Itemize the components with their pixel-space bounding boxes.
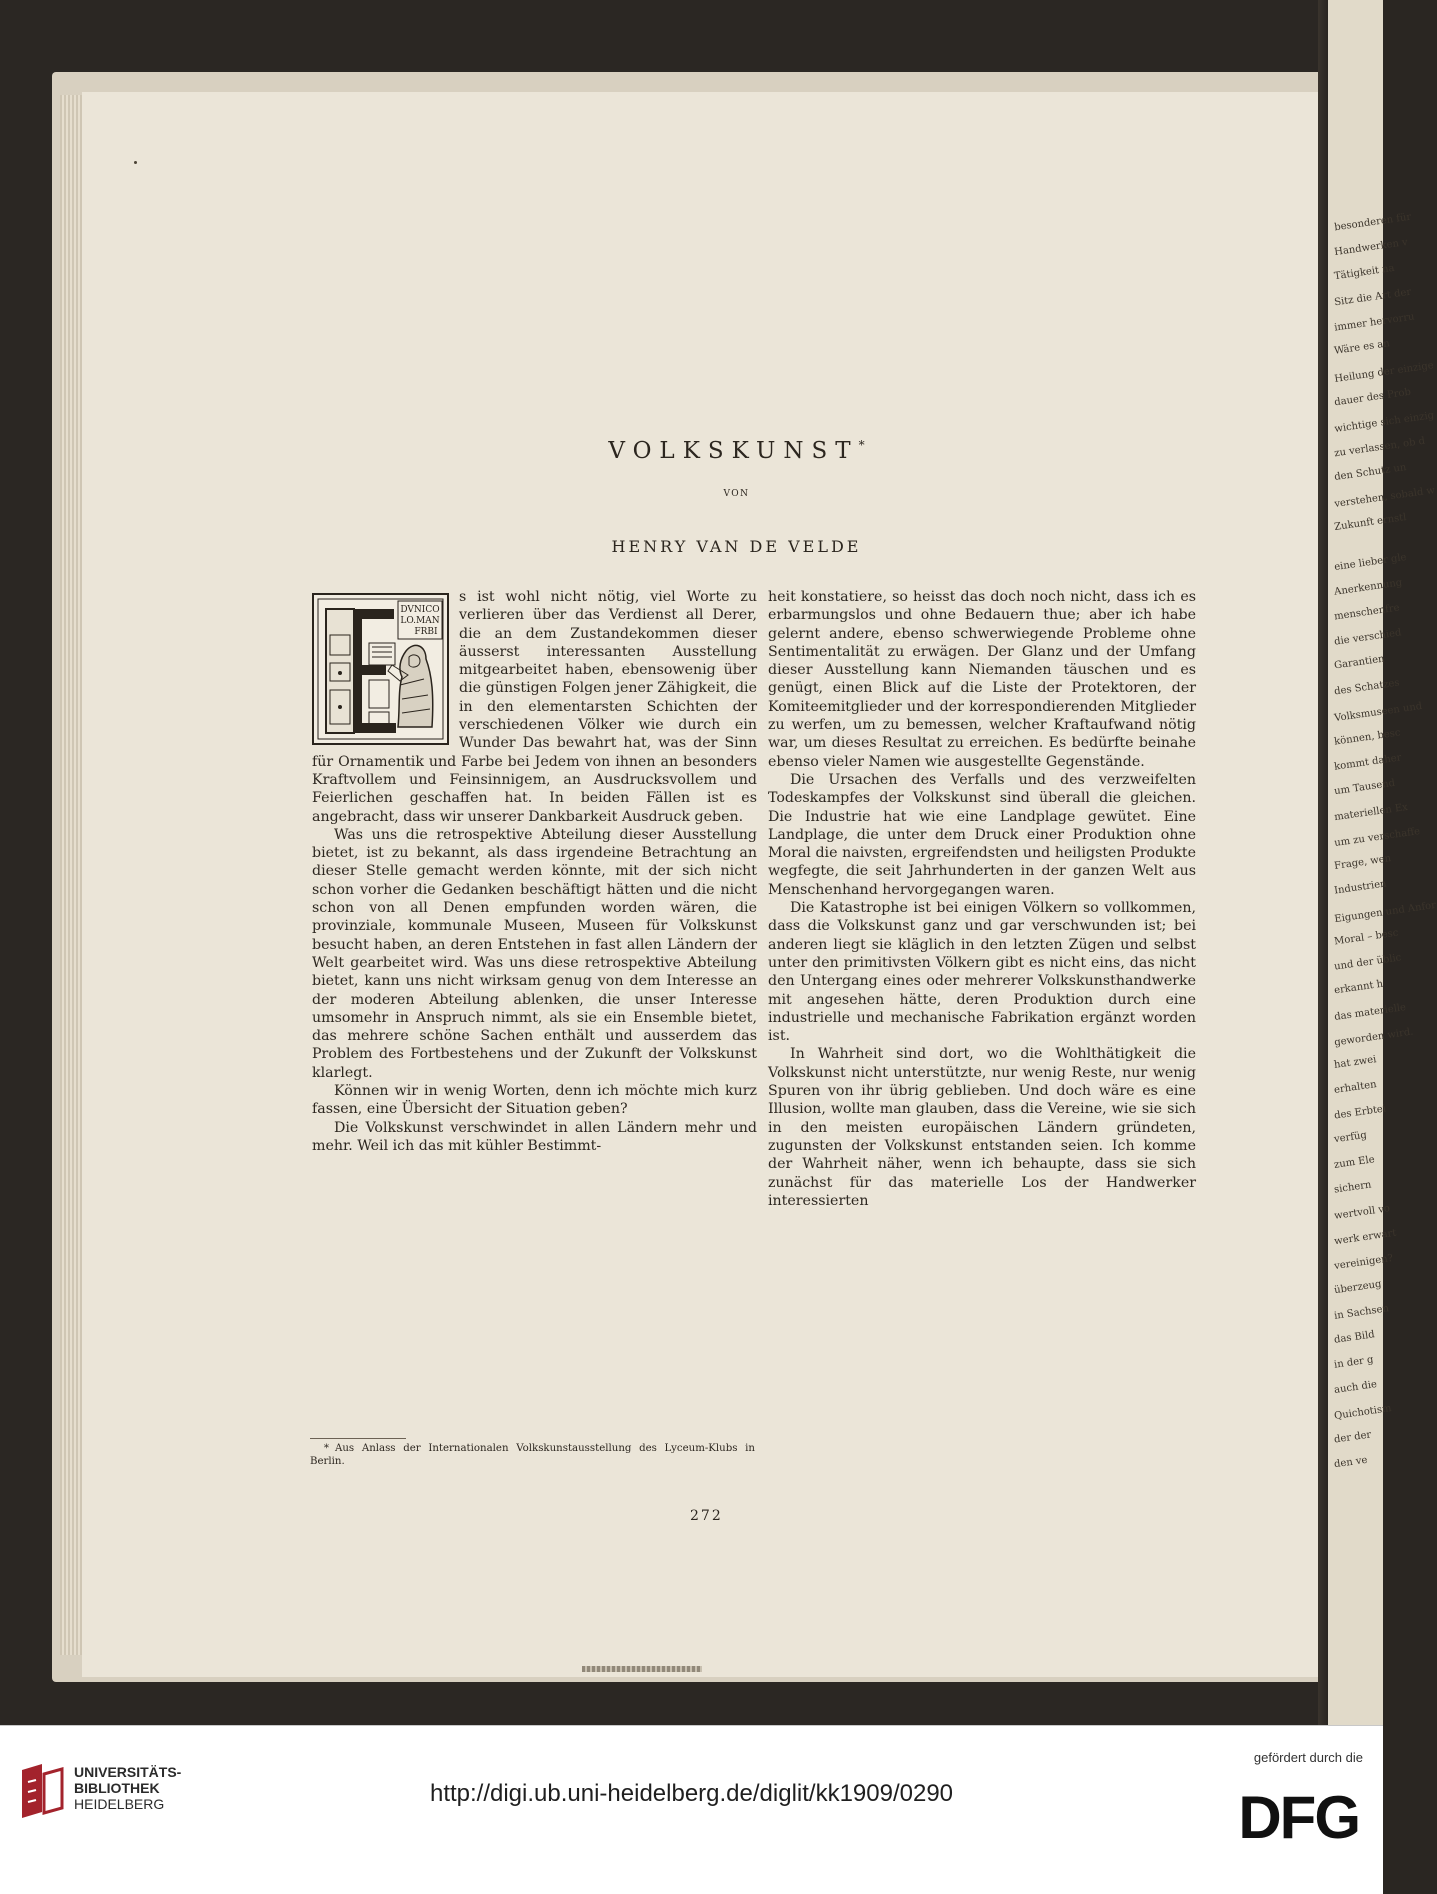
paragraph: heit konstatiere, so heisst das doch noch nicht, dass ich es erbarmungslos und ohne Bedauern thue; aber ich habe gelernt andere, ebenso schwerwiegende Probleme ohne Sentimentalität zu erwägen. Der Glanz und der Umfang dieser Ausstellung kann Niemanden täuschen und es genügt, einen Blick auf die Liste der Protektoren, der Komiteemitglieder und der korrespondierenden Mitglieder zu werfen, um zu bemessen, welcher Kraftaufwand nötig war, um dieses Resultat zu erreichen. Es bedürfte beinahe ebenso vieler Namen wie ausgestellte Gegenstände.	[768, 589, 1196, 770]
paragraph: In Wahrheit sind dort, wo die Wohlthätigkeit die Volkskunst nicht unterstützte, nur wenig Reste, nur wenig Spuren von ihr übrig geblieben. Und doch wäre es eine Illusion, wollte man glauben, dass die Vereine, wie sie sich in den meisten europäischen Ländern gründeten, zugunsten der Volkskunst entstanden seien. Ich komme der Wahrheit näher, wenn ich behaupte, dass sie sich zunächst für das materielle Los der Handwerker interessierten	[768, 1046, 1196, 1209]
facing-page-line: wertvoll vo	[1333, 1203, 1391, 1222]
funding-label: gefördert durch die	[1253, 1750, 1363, 1765]
facing-page-line: Wäre es an	[1333, 338, 1391, 357]
footnote-text: Aus Anlass der Internationalen Volkskunstausstellung des Lyceum-Klubs in Berlin.	[310, 1443, 755, 1467]
facing-page-line: die verschied	[1333, 627, 1403, 648]
facing-page-line: und der üblic	[1333, 952, 1403, 973]
left-column	[312, 588, 757, 1155]
facing-page-line: materiellen Ex	[1333, 801, 1409, 824]
author-name: HENRY VAN DE VELDE	[611, 537, 862, 556]
facing-page-line: Sitz die Art der	[1333, 286, 1412, 309]
facing-page-line: des Schatzes	[1333, 677, 1401, 698]
footnote	[310, 1443, 755, 1468]
facing-page-line: den Schutz un	[1333, 461, 1408, 484]
facing-page-line: geworden wird.	[1333, 1026, 1415, 1049]
facing-page-line: Heilung der einzige	[1333, 360, 1435, 385]
page-number: 272	[690, 1508, 723, 1524]
facing-page-line: können, besc	[1333, 727, 1402, 748]
facing-page-line: sichern	[1333, 1179, 1373, 1196]
facing-page-line: der der	[1333, 1429, 1372, 1446]
svg-text:FRBI: FRBI	[414, 627, 438, 637]
facing-page-line: verstehen, sobald w	[1333, 484, 1436, 511]
viewer-footer	[0, 1725, 1383, 1894]
article-title: VOLKSKUNST*	[608, 438, 865, 464]
facing-page-line: das Bild	[1333, 1329, 1376, 1346]
facing-page-line: wichtige sich einzig	[1333, 410, 1435, 435]
facing-page-line: auch die	[1333, 1379, 1378, 1396]
facing-page-line: den ve	[1333, 1454, 1369, 1471]
facing-page-line: um zu verschaffe	[1333, 826, 1421, 849]
footnote-rule	[310, 1438, 406, 1439]
facing-page-line: vereinigen?	[1333, 1252, 1394, 1273]
facing-page-line: Volksmuseen und	[1333, 700, 1423, 725]
dfg-logo[interactable]: DFG	[1238, 1784, 1359, 1851]
facing-page-line: Zukunft ernstl	[1333, 511, 1408, 534]
facing-page-line: erkannt h	[1333, 978, 1384, 997]
page-stamp-mark	[582, 1666, 702, 1672]
facing-page-line: kommt daher	[1333, 752, 1403, 773]
facing-page-line: Tätigkeit na	[1333, 262, 1396, 283]
byline-von: VON	[723, 489, 750, 499]
facing-page-line: Industrien	[1333, 878, 1388, 897]
paragraph: Die Volkskunst verschwindet in allen Ländern mehr und mehr. Weil ich das mit kühler Bestimmt-	[312, 1119, 757, 1154]
paragraph: Was uns die retrospektive Abteilung dieser Ausstellung bietet, ist zu bekannt, als dass irgendeine Betrachtung an dieser Stelle gemacht werden könnte, mit der sich nicht schon vorher die Gedanken beschäftigt hätten und die nicht schon von all Denen empfunden worden wären, die provinziale, kommunale Museen, Museen für Volkskunst besucht haben, an deren Entstehen in fast allen Ländern der Welt gearbeitet wird. Was uns diese retrospektive Abteilung bietet, kann uns nicht wirksam genug von dem Interesse an der moderen Abteilung ablenken, die unser Interesse umsomehr in Anspruch nimmt, als sie ein Ensemble bietet, das mehrere schöne Sachen enthält und ausserdem das Problem des Fortbestehens und der Zukunft der Volkskunst klarlegt.	[312, 826, 757, 1081]
facing-page-edge	[1328, 0, 1437, 1725]
facing-page-line: Handwerken v	[1333, 236, 1409, 259]
svg-text:LO.MAN: LO.MAN	[400, 616, 440, 626]
paragraph: Die Ursachen des Verfalls und des verzweifelten Todeskampfes der Volkskunst sind überall die gleichen. Die Industrie hat wie eine Landplage gewütet. Eine Landplage, die unter dem Druck einer Produktion ohne Moral die naivsten, ergreifendsten und heiligsten Produkte wegfegte, die seit Jahrhunderten in der ganzen Welt aus Menschenhand hervorgegangen waren.	[768, 771, 1196, 898]
facing-page-line: verfüg	[1333, 1129, 1368, 1146]
facing-page-line: das materielle	[1333, 1002, 1407, 1023]
paragraph: s ist wohl nicht nötig, viel Worte zu verlieren über das Verdienst all Derer, die an dem Zustandekommen dieser äusserst interessanten Ausstellung mitgearbeitet haben, ebensowenig über die günstigen Folgen jener Zähigkeit, die in den elementarsten Schichten der verschiedenen Völker wie durch ein Wunder Das bewahrt hat, was der Sinn für Ornamentik und Farbe bei Jedem von ihnen an besonders Kraftvollem und Feinsinnigem, an Ausdrucksvollem und Feierlichen geschaffen hat. In beiden Fällen ist es angebracht, dass wir unserer Dankbarkeit Ausdruck geben.	[312, 589, 757, 825]
facing-page-line: erhalten	[1333, 1079, 1378, 1096]
facing-page-line: Moral – besc	[1333, 927, 1400, 948]
facing-page-line: überzeug	[1333, 1278, 1383, 1297]
facing-page-line: besonderen für	[1333, 211, 1412, 234]
paragraph: Können wir in wenig Worten, denn ich möchte mich kurz fassen, eine Übersicht der Situation geben?	[312, 1083, 757, 1118]
facing-page-line: werk erwart	[1333, 1227, 1397, 1248]
facing-page-line: dauer des Prob	[1333, 386, 1412, 409]
facing-page-line: des Erbtei	[1333, 1103, 1387, 1122]
facing-page-line: Quichotism	[1333, 1403, 1393, 1422]
facing-page-line: in Sachsen	[1333, 1303, 1390, 1322]
right-column	[768, 588, 1196, 1210]
facing-page-line: Frage, wen	[1333, 853, 1392, 872]
facing-page-line: eine lieber gle	[1333, 551, 1408, 574]
woodcut-initial-e-icon	[312, 593, 449, 745]
paper-speck	[134, 161, 137, 164]
facing-page-line: Eigungen und Anfor	[1333, 899, 1437, 926]
footnote-mark: *	[323, 1443, 329, 1454]
facing-page-line: zum Ele	[1333, 1154, 1376, 1171]
facing-page-line: Anerkennung	[1333, 577, 1403, 598]
library-name[interactable]: UNIVERSITÄTS- BIBLIOTHEK HEIDELBERG	[74, 1764, 182, 1812]
facing-page-line: in der g	[1333, 1354, 1375, 1371]
paragraph: Die Katastrophe ist bei einigen Völkern so vollkommen, dass die Volkskunst ganz und gar verschwunden ist; bei anderen liegt sie kläglich in den letzten Zügen und selbst unter den primitivsten Völkern gibt es nicht eins, das nicht den Untergang eines oder mehrerer Volkskunsthandwerke mit angesehen hätte, deren Produktion durch eine industrielle und mechanische Fabrikation ergänzt worden ist.	[768, 900, 1196, 1045]
facing-page-line: Garantien	[1333, 653, 1386, 672]
facing-page-line: immer hervorru	[1333, 311, 1416, 334]
svg-text:DVNICO: DVNICO	[400, 605, 440, 615]
facing-page-line: um Tausend	[1333, 777, 1396, 798]
facing-page-line: menschenfre	[1333, 602, 1401, 623]
facing-page-line: hat zwei	[1333, 1054, 1378, 1071]
permalink-url[interactable]: http://digi.ub.uni-heidelberg.de/diglit/kk1909/0290	[429, 1780, 954, 1807]
facing-page-line: zu verlassen, ob d	[1333, 435, 1426, 460]
